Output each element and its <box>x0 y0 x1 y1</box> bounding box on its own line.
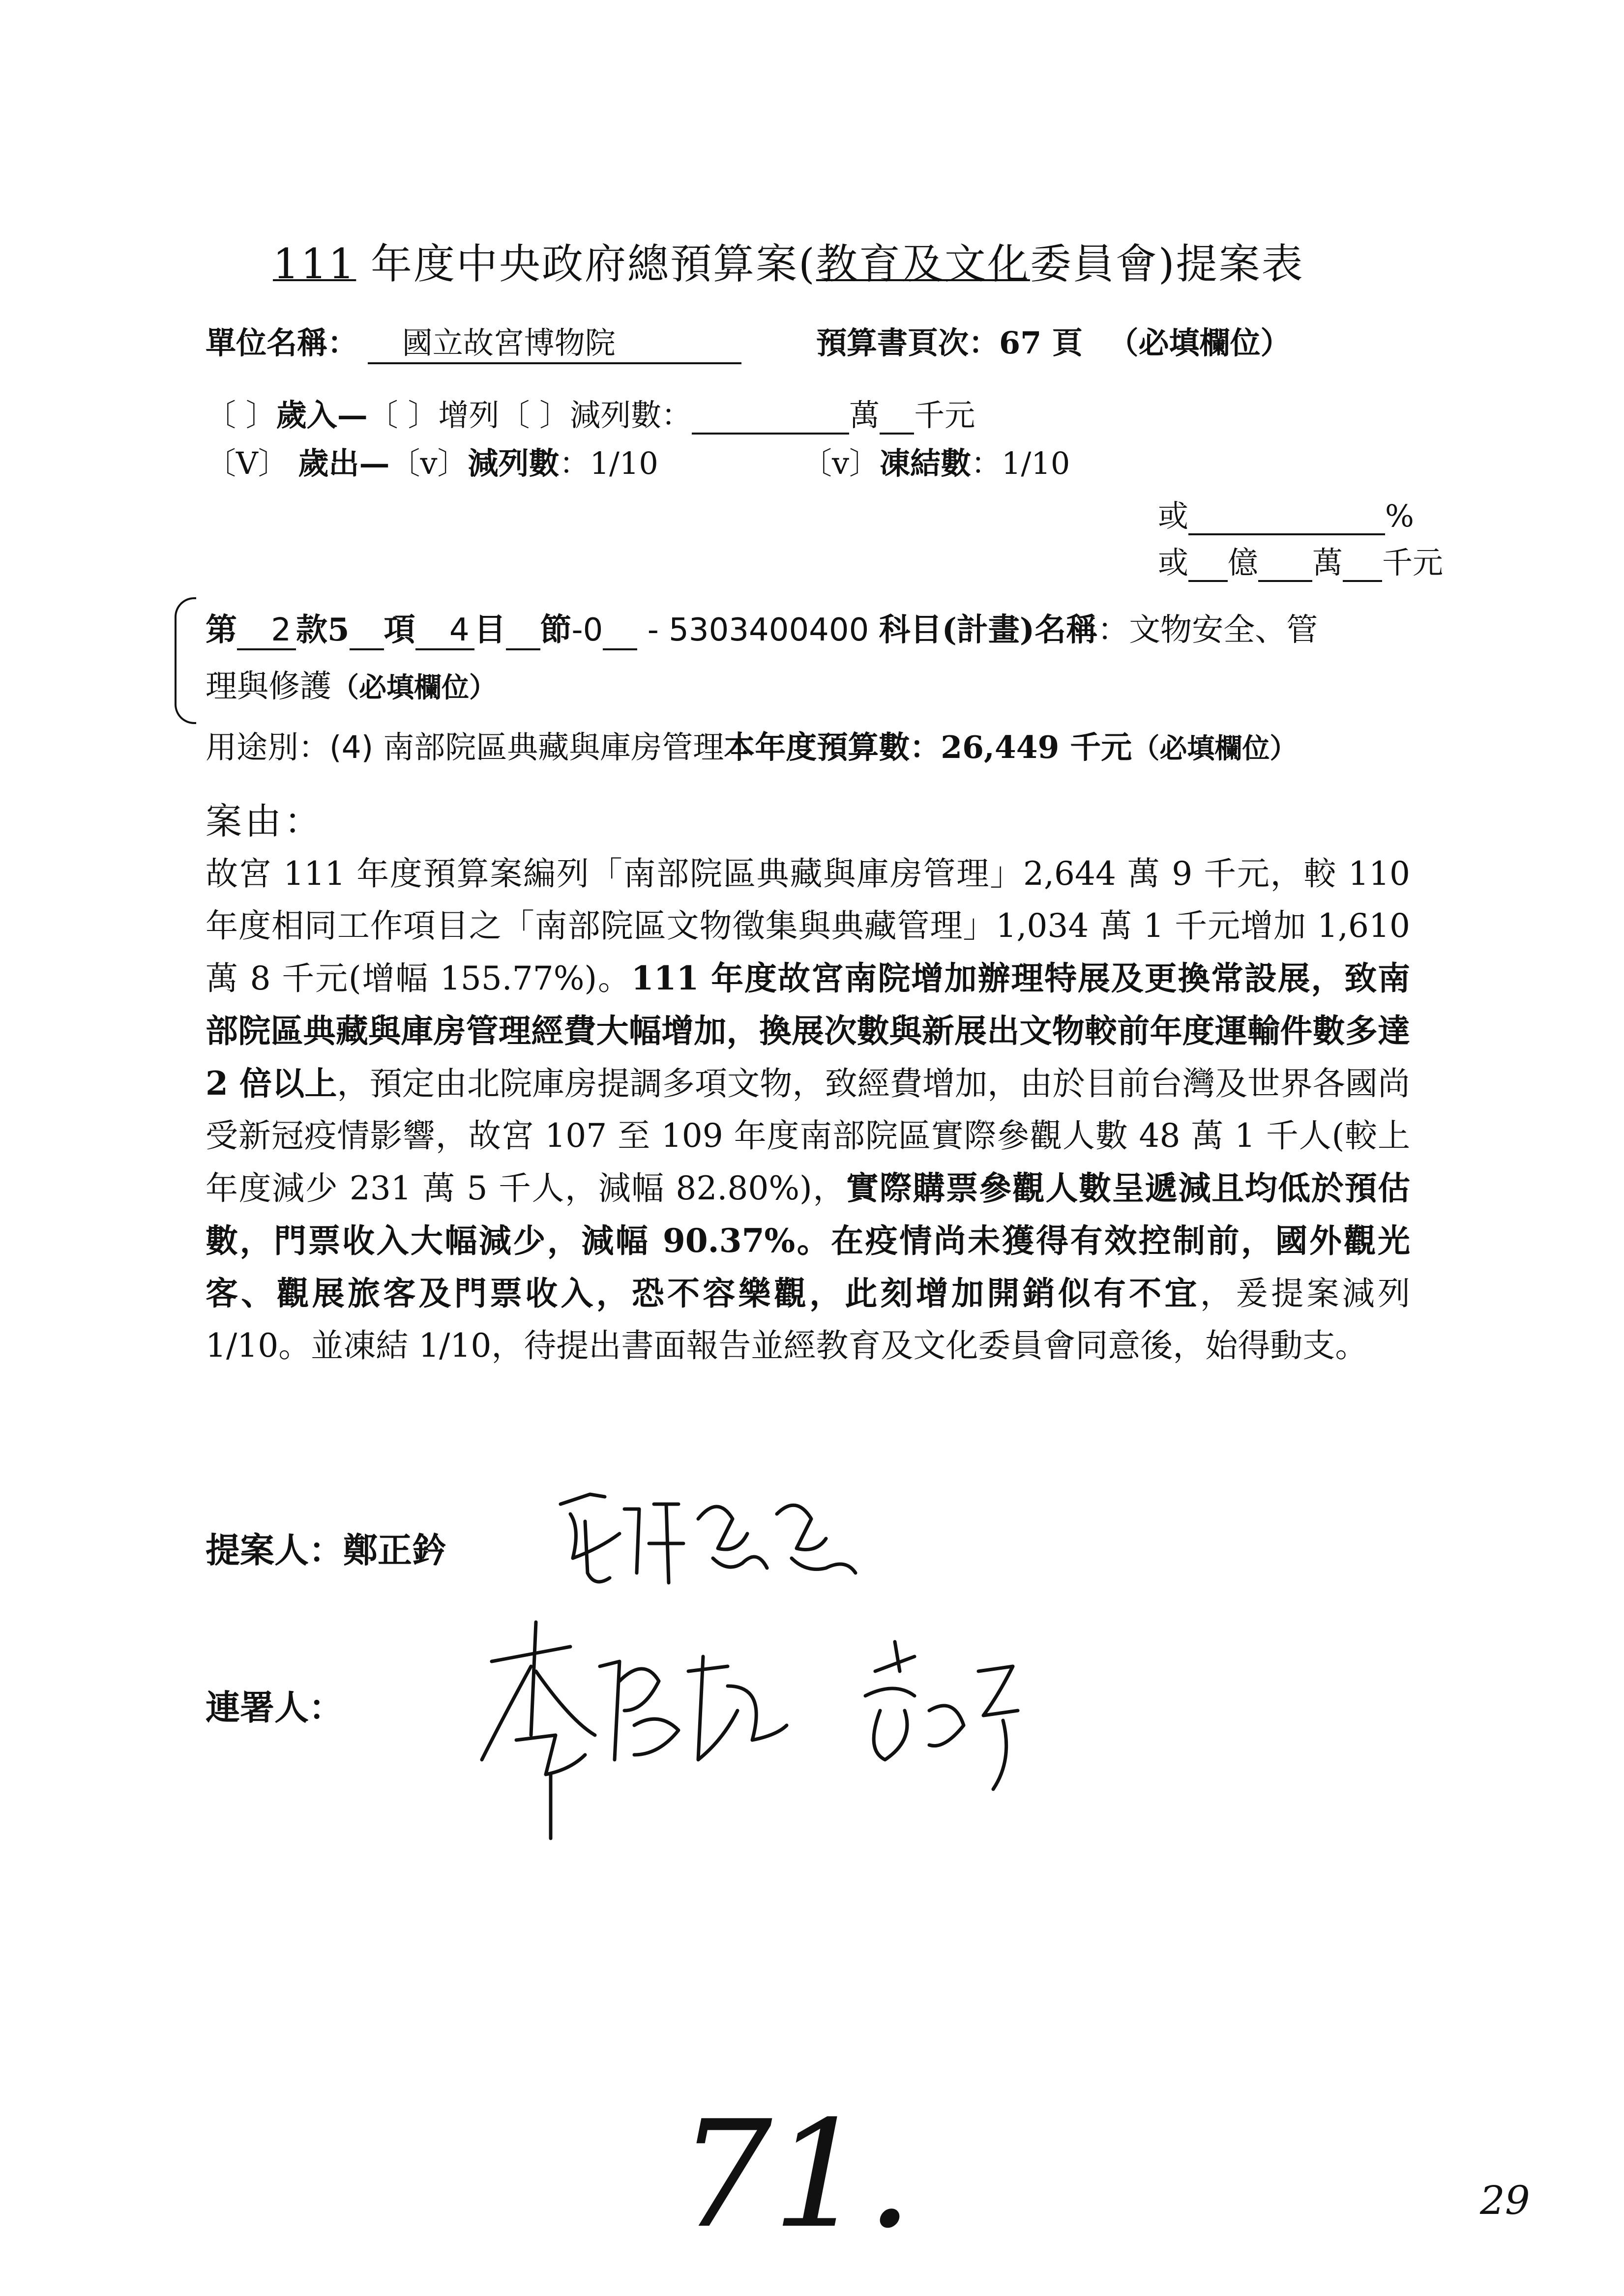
subject-brace <box>175 597 196 724</box>
proposer-label: 提案人：鄭正鈐 <box>206 1530 446 1570</box>
kuan-suffix: 款 <box>296 611 327 648</box>
purpose-budget: 本年度預算數：26,449 千元 <box>724 729 1132 765</box>
mu-suffix: 目 <box>474 611 506 648</box>
jie-value: -0 <box>571 612 603 648</box>
cosigner-label: 連署人： <box>206 1687 343 1728</box>
proposer-signature <box>551 1475 895 1602</box>
unit-row <box>206 319 741 364</box>
subject-line2-text: 理與修護 <box>206 668 331 705</box>
subject-required: （必填欄位） <box>331 671 497 704</box>
expense-cut-check: 〔v〕 <box>389 445 468 481</box>
or-amount-blank-wan <box>1258 552 1312 582</box>
purpose-line <box>206 723 1297 767</box>
or-amount-qian: 千元 <box>1382 545 1444 581</box>
subject-line-2 <box>206 661 497 706</box>
unit-value: 國立故宮博物院 <box>368 319 741 364</box>
reason-b2: 實際購票參觀人數呈遞減且均低於預估數，門票收入大幅減少，減幅 90.37%。在疫情尚未獲得有效控制前，國外觀光客、觀展旅客及門票收入，恐不容樂觀，此刻增加開銷似有不宜 <box>206 1169 1410 1312</box>
expense-label: 歲出— <box>298 445 390 481</box>
page-row <box>816 319 1291 362</box>
or-amount-label: 或 <box>1158 545 1189 581</box>
freeze-check: 〔v〕 <box>801 445 880 481</box>
document-title <box>273 231 1304 291</box>
revenue-unit-qian: 千元 <box>914 397 975 433</box>
revenue-line <box>206 391 975 435</box>
revenue-cut: 〔 〕減列數： <box>499 397 692 433</box>
freeze-label: 凍結數 <box>880 445 972 481</box>
title-committee: 教育及文化 <box>816 240 1030 288</box>
or-amount-blank-qian <box>1343 552 1382 582</box>
revenue-add: 〔 〕增列 <box>367 397 500 433</box>
xiang-suffix: 項 <box>384 611 415 648</box>
or-percent-label: 或 <box>1158 498 1189 534</box>
or-amount-wan: 萬 <box>1312 545 1343 581</box>
cosigner-signatures <box>472 1612 1185 1858</box>
reason-p1: 故宮 111 年度預算案編列「南部院區典藏與庫房管理」2,644 萬 9 千元，較 110 年度相同工作項目之「南部院區文物徵集與典藏管理」1,034 萬 1 千元增加 1,610 萬 8 千元(增幅 155.77%)。 <box>206 855 1410 997</box>
revenue-blank-qian <box>880 405 914 435</box>
freeze-value: ：1/10 <box>971 445 1070 481</box>
or-percent-line <box>1158 492 1414 535</box>
purpose-required: （必填欄位） <box>1132 732 1298 765</box>
expense-cut-value: ：1/10 <box>559 445 658 481</box>
handwritten-page-number: 29 <box>1480 2178 1530 2223</box>
expense-cut-label: 減列數 <box>468 445 560 481</box>
subject-code: - 5303400400 <box>637 612 869 648</box>
reason-p3: ，爰提案減列 1/10。並凍結 1/10，待提出書面報告並經教育及文化委員會同意後，始得動支。 <box>206 1275 1411 1365</box>
revenue-label: 歲入— <box>276 397 368 433</box>
or-percent-suffix: % <box>1385 498 1414 534</box>
revenue-unit-wan: 萬 <box>849 397 880 433</box>
revenue-blank-wan <box>692 405 849 435</box>
or-amount-line <box>1158 538 1443 582</box>
reason-body <box>206 848 1410 1372</box>
kuan-value: 2 <box>237 612 296 650</box>
purpose-label: 用途別：(4) 南部院區典藏與庫房管理 <box>206 729 724 765</box>
handwritten-number: 71. <box>679 2089 914 2261</box>
revenue-checkbox: 〔 〕 <box>206 397 276 433</box>
subject-name-label: 科目(計畫)名稱 <box>879 611 1098 648</box>
or-percent-blank <box>1188 506 1385 535</box>
kuan-label: 第 <box>206 611 237 648</box>
page-label: 預算書頁次：67 頁 <box>816 325 1083 361</box>
page-required: （必填欄位） <box>1108 325 1291 361</box>
or-amount-yi: 億 <box>1228 545 1259 581</box>
unit-label: 單位名稱： <box>206 325 358 361</box>
freeze-group <box>801 439 1070 483</box>
reason-b1: 111 年度故宮南院增加辦理特展及更換常設展，致南部院區典藏與庫房管理經費大幅增加，換展次數與新展出文物較前年度運輸件數多達 2 倍以上 <box>206 959 1410 1103</box>
jie-value-blank <box>603 621 637 650</box>
title-part1: 年度中央政府總預算案( <box>356 240 816 288</box>
subject-name-value: ：文物安全、管 <box>1097 612 1318 648</box>
reason-p2: ，預定由北院庫房提調多項文物，致經費增加，由於目前台灣及世界各國尚受新冠疫情影響，故宮 107 至 109 年度南部院區實際參觀人數 48 萬 1 千人(較上年度減少 231 萬 5 千人，減幅 82.80%)， <box>206 1065 1410 1207</box>
reason-heading: 案由： <box>206 800 324 843</box>
title-part2: 委員會)提案表 <box>1030 240 1304 288</box>
xiang-blank <box>350 621 384 650</box>
subject-line <box>206 605 1318 650</box>
mu-value: 4 <box>415 612 474 650</box>
or-amount-blank-yi <box>1188 552 1228 582</box>
expense-checkbox: 〔V〕 <box>206 445 289 481</box>
title-year: 111 <box>273 240 356 288</box>
jie-suffix: 節 <box>540 611 572 648</box>
xiang-value: 5 <box>327 611 350 648</box>
jie-blank <box>506 621 540 650</box>
expense-line <box>206 439 658 483</box>
